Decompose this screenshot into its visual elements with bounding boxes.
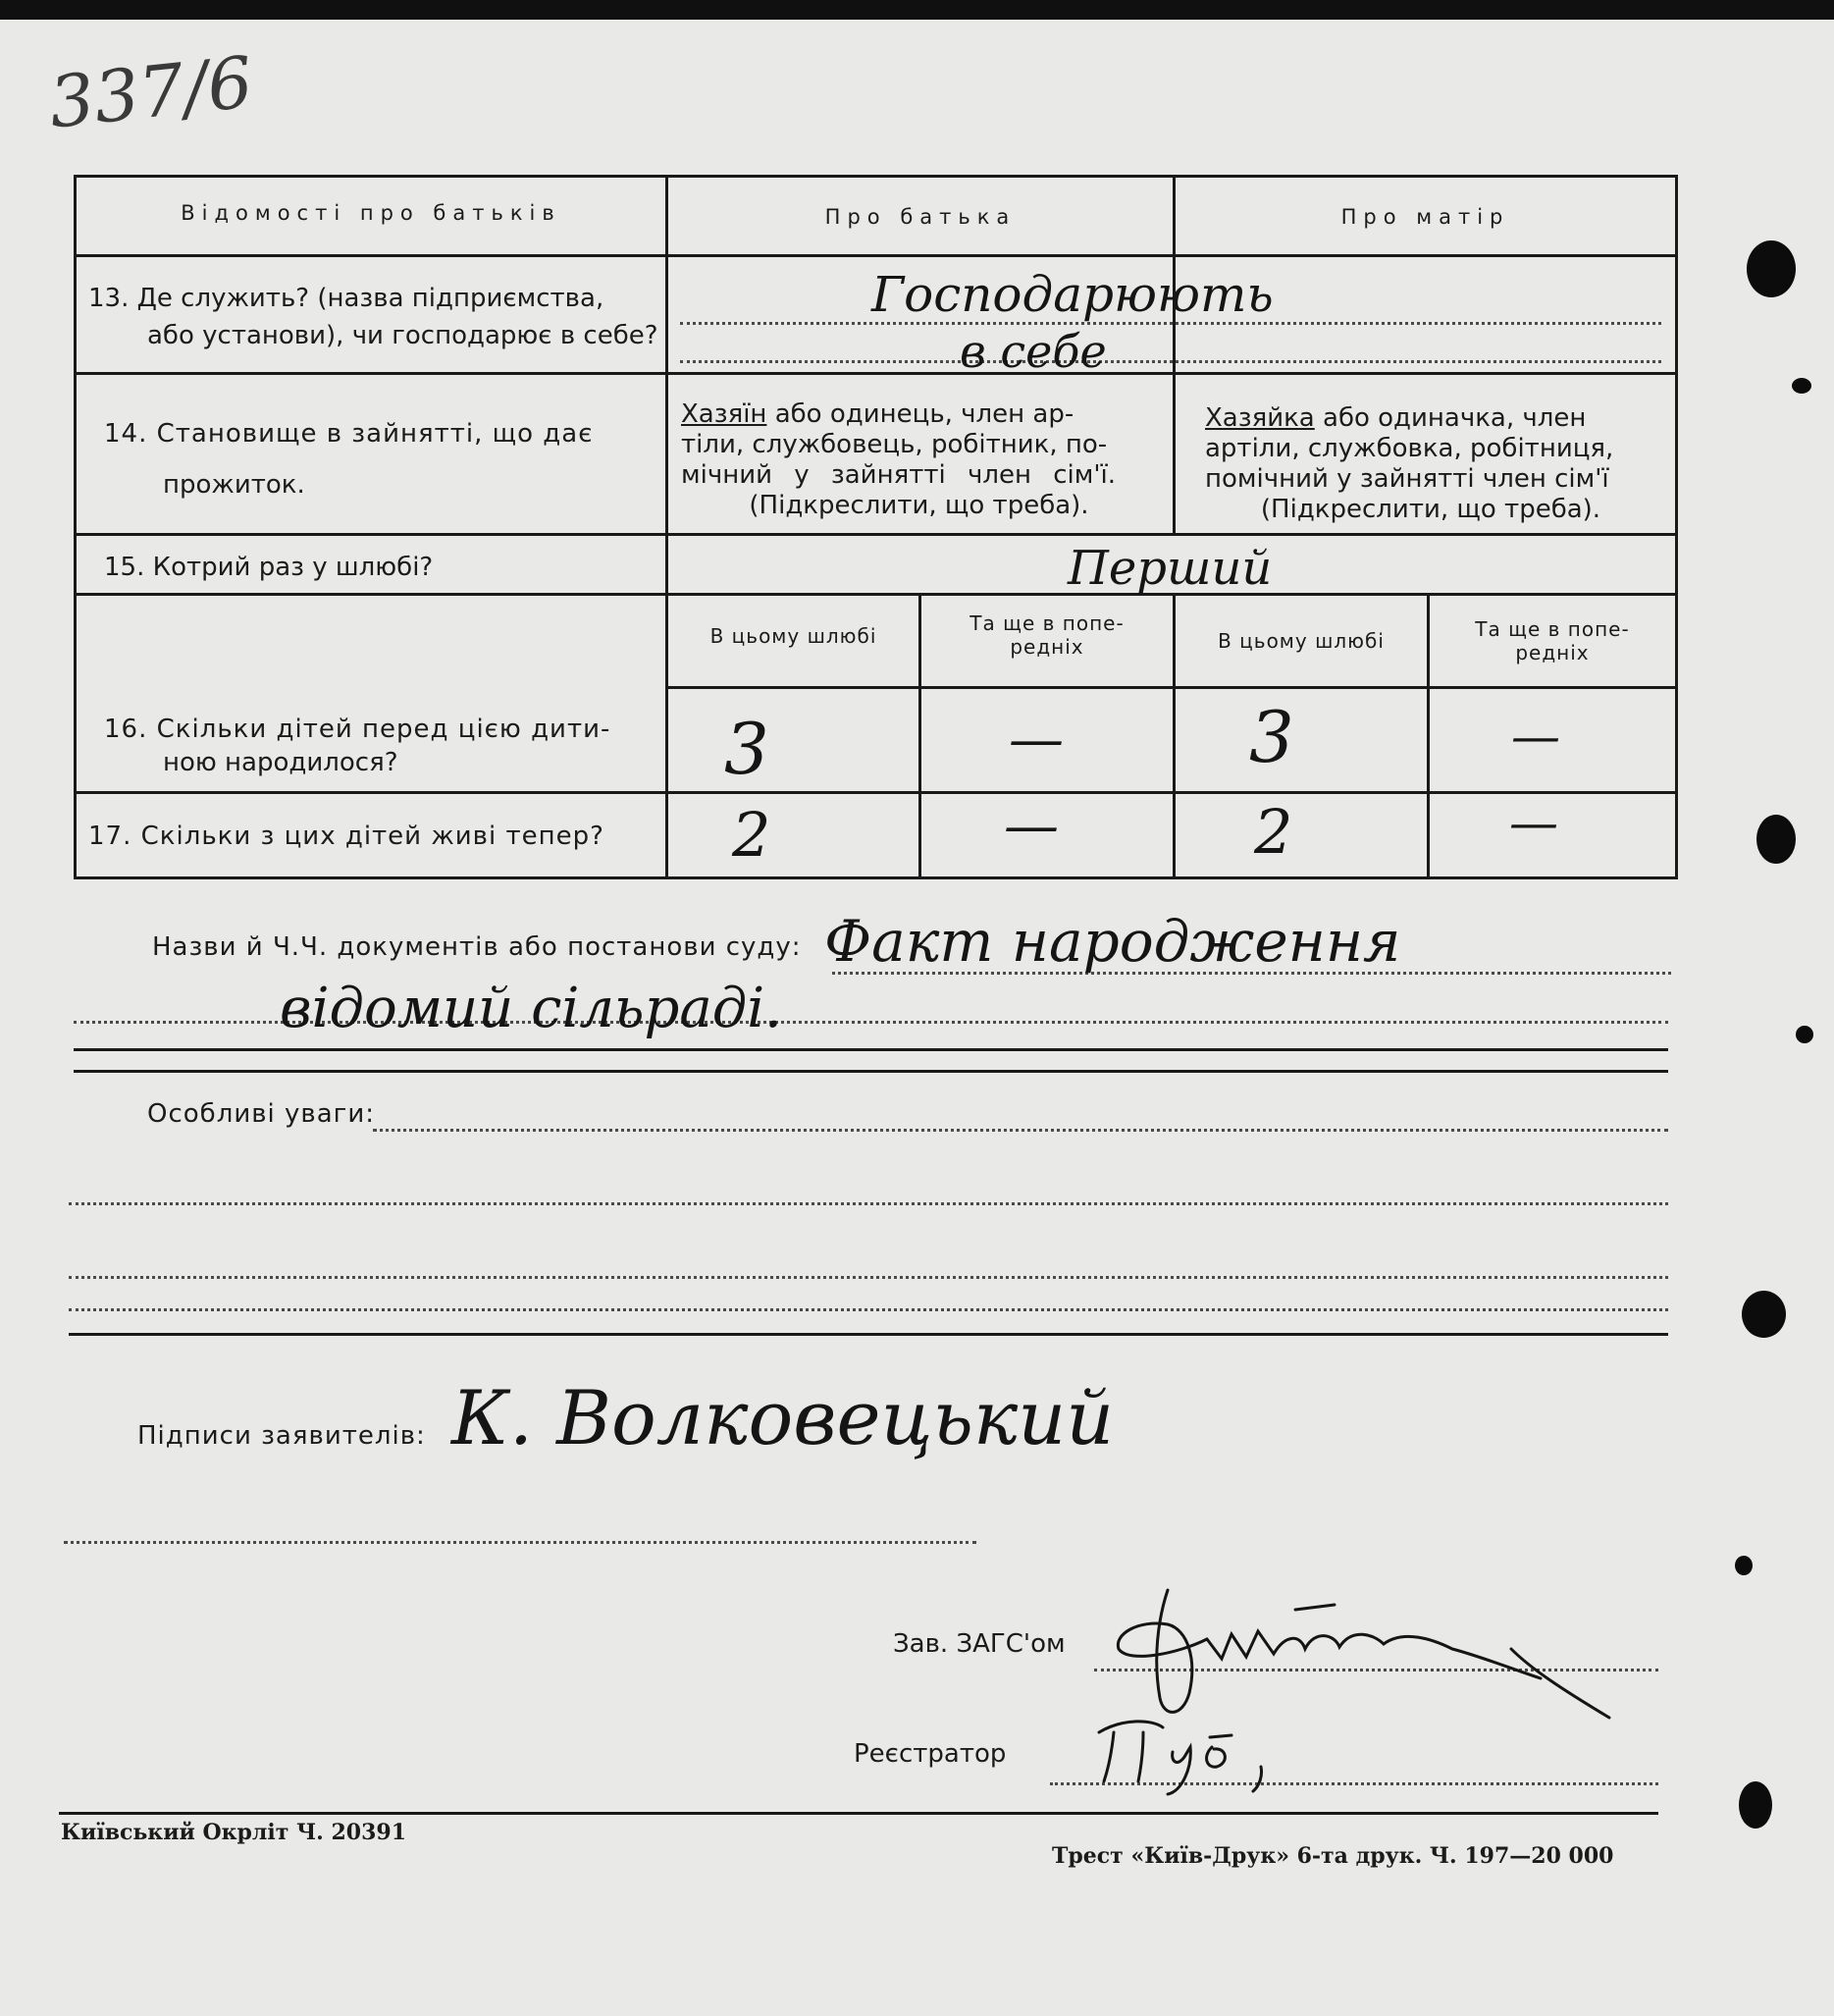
row17-father-prev: —	[1004, 794, 1059, 858]
applicants-signature: К. Волковецький	[451, 1374, 1115, 1461]
subheader-mother-previous-1: Та ще в попе-	[1475, 617, 1630, 641]
row-divider	[77, 254, 1675, 257]
archive-number: 337/6	[45, 40, 257, 144]
row-divider	[77, 372, 1675, 375]
header-mother: Про матір	[1340, 205, 1510, 229]
applicants-line	[64, 1541, 976, 1544]
subheader-father-previous-2: редніх	[1010, 635, 1084, 659]
column-divider	[665, 178, 668, 876]
row14-label-2: прожиток.	[163, 470, 305, 500]
row13-label-1: 13. Де служить? (назва підприємства,	[88, 284, 604, 313]
father-occupation-line2: тіли, службовець, робітник, по-	[681, 430, 1108, 459]
father-occupation-rest: або одинець, член ар-	[766, 399, 1074, 429]
row16-father-prev: —	[1009, 708, 1064, 771]
father-occupation-selected: Хазяїн	[681, 399, 767, 429]
row16-label-2: ною народилося?	[163, 748, 398, 777]
section-rule	[69, 1333, 1668, 1336]
row17-label: 17. Скільки з цих дітей живі тепер?	[88, 822, 604, 851]
row-divider	[77, 533, 1675, 536]
row13-answer-1: Господарюють	[871, 266, 1274, 323]
remarks-label: Особливі уваги:	[147, 1099, 375, 1129]
mother-occupation-hint: (Підкреслити, що треба).	[1260, 495, 1601, 524]
remarks-line	[69, 1276, 1668, 1279]
documents-value-2: відомий сільраді.	[280, 977, 782, 1040]
subheader-mother-this-marriage: В цьому шлюбі	[1218, 629, 1385, 653]
documents-label: Назви й Ч.Ч. документів або постанови суду:	[152, 932, 802, 962]
row13-answer-line	[680, 360, 1661, 363]
remarks-line	[69, 1202, 1668, 1205]
row15-label: 15. Котрий раз у шлюбі?	[104, 553, 434, 582]
row16-father-this: 3	[724, 708, 769, 790]
punch-hole	[1742, 1291, 1786, 1338]
column-divider	[1173, 178, 1176, 533]
punch-hole	[1739, 1781, 1772, 1829]
mother-occupation-line2: артіли, службовка, робітниця,	[1205, 434, 1614, 463]
remarks-line	[69, 1308, 1668, 1311]
row17-mother-this: 2	[1254, 796, 1293, 868]
mother-occupation-rest: або одиначка, член	[1314, 403, 1587, 433]
header-parents-info: Відомості про батьків	[181, 201, 561, 225]
row17-mother-prev: —	[1509, 794, 1558, 851]
registrar-label: Реєстратор	[854, 1739, 1007, 1769]
row-divider	[665, 686, 1675, 689]
subheader-mother-previous	[1430, 617, 1675, 664]
section-rule	[74, 1070, 1668, 1073]
head-label: Зав. ЗАГС'ом	[893, 1629, 1066, 1659]
head-signature-stroke	[1118, 1590, 1207, 1712]
subheader-father-previous-1: Та ще в попе-	[969, 611, 1125, 635]
applicants-label: Підписи заявителів:	[137, 1421, 426, 1451]
header-father: Про батька	[824, 205, 1017, 229]
row17-father-this: 2	[732, 799, 771, 871]
head-signature-stroke	[1295, 1605, 1609, 1718]
head-signature-stroke	[1207, 1631, 1541, 1678]
row15-answer: Перший	[1068, 541, 1273, 596]
footer-censor-number: Київський Окрліт Ч. 20391	[61, 1820, 407, 1845]
footer-rule	[59, 1812, 1658, 1815]
row16-label-1: 16. Скільки дітей перед цією дити-	[104, 715, 611, 744]
punch-hole	[1735, 1556, 1753, 1575]
subheader-father-previous	[921, 611, 1173, 659]
row-divider	[77, 593, 1675, 596]
parents-info-table	[74, 175, 1678, 879]
punch-hole	[1792, 378, 1811, 394]
row-divider	[77, 791, 1675, 794]
row13-answer-2: в себе	[960, 325, 1107, 378]
punch-hole	[1756, 815, 1796, 864]
subheader-mother-previous-2: редніх	[1515, 641, 1590, 664]
father-occupation-options	[681, 399, 1157, 521]
row14-label-1: 14. Становище в зайнятті, що дає	[104, 419, 594, 449]
registrar-signature	[1084, 1708, 1300, 1796]
section-rule	[74, 1048, 1668, 1051]
top-scan-edge	[0, 0, 1834, 20]
subheader-father-this-marriage: В цьому шлюбі	[709, 624, 877, 648]
footer-printer-info: Трест «Київ-Друк» 6-та друк. Ч. 197—20 000	[1052, 1843, 1614, 1869]
row16-mother-this: 3	[1249, 696, 1294, 778]
mother-occupation-options	[1205, 403, 1656, 525]
punch-hole	[1796, 1026, 1813, 1043]
remarks-line	[373, 1129, 1668, 1132]
father-occupation-hint: (Підкреслити, що треба).	[749, 491, 1089, 520]
registrar-signature-stroke	[1099, 1722, 1262, 1794]
row13-label-2: або установи), чи господарює в себе?	[147, 321, 658, 350]
row16-mother-prev: —	[1511, 708, 1560, 765]
punch-hole	[1747, 240, 1796, 297]
father-occupation-line3: мічний у зайнятті член сім'ї.	[681, 460, 1116, 490]
mother-occupation-line3: помічний у зайнятті член сім'ї	[1205, 464, 1609, 494]
documents-value-1: Факт народження	[824, 908, 1401, 975]
mother-occupation-selected: Хазяйка	[1205, 403, 1315, 433]
